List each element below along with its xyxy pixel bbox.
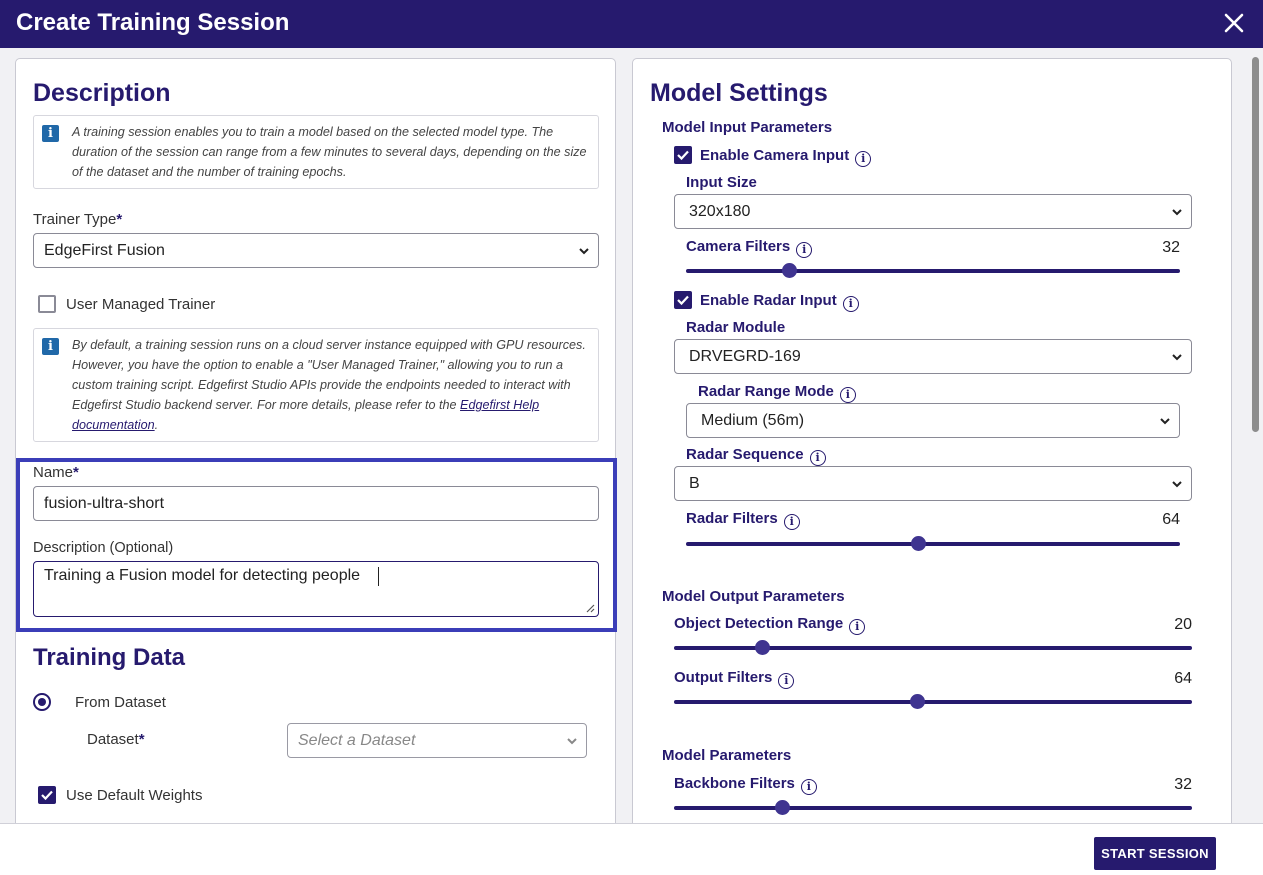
radar-filters-slider[interactable] bbox=[686, 542, 1180, 546]
enable-radar-checkbox[interactable] bbox=[674, 291, 692, 309]
slider-track bbox=[686, 269, 1180, 273]
radar-range-label: Radar Range Mode i bbox=[698, 383, 856, 403]
camera-filters-value: 32 bbox=[1162, 239, 1180, 256]
radar-module-value: DRVEGRD-169 bbox=[689, 347, 801, 365]
focus-highlight bbox=[16, 458, 617, 632]
enable-camera-label: Enable Camera Input i bbox=[700, 147, 871, 167]
info-circle-icon[interactable]: i bbox=[843, 296, 859, 312]
output-filters-slider[interactable] bbox=[674, 700, 1192, 704]
slider-thumb[interactable] bbox=[782, 263, 797, 278]
session-info-box bbox=[33, 115, 599, 189]
trainer-info-text: By default, a training session runs on a cloud server instance equipped with GPU resources. However, you have the option to enable a "User Managed Trainer," allowing you to run a custom training script. Edgefirst Studio APIs provide the endpoints needed to interact with Edgefirst Studio backend server. For more details, please refer to the Edgefirst Help documentation. bbox=[72, 338, 586, 432]
description-value: Training a Fusion model for detecting people bbox=[44, 567, 361, 584]
info-icon: i bbox=[42, 338, 59, 355]
from-dataset-label: From Dataset bbox=[75, 694, 166, 711]
model-settings-panel bbox=[632, 58, 1232, 823]
dialog-body bbox=[0, 48, 1263, 823]
dataset-label: Dataset* bbox=[87, 731, 145, 748]
checkmark-icon bbox=[674, 146, 692, 164]
checkmark-icon bbox=[674, 291, 692, 309]
odr-slider[interactable] bbox=[674, 646, 1192, 650]
info-circle-icon[interactable]: i bbox=[801, 779, 817, 795]
radar-sequence-select[interactable] bbox=[674, 466, 1192, 501]
name-label: Name* bbox=[33, 464, 79, 481]
slider-track bbox=[686, 542, 1180, 546]
camera-filters-label: Camera Filters i bbox=[686, 238, 812, 258]
scrollbar-thumb[interactable] bbox=[1252, 57, 1259, 432]
info-circle-icon[interactable]: i bbox=[849, 619, 865, 635]
input-size-select[interactable] bbox=[674, 194, 1192, 229]
description-panel bbox=[15, 58, 616, 823]
slider-track bbox=[674, 806, 1192, 810]
trainer-type-value: EdgeFirst Fusion bbox=[44, 241, 165, 259]
user-managed-checkbox[interactable] bbox=[38, 295, 56, 313]
radar-range-value: Medium (56m) bbox=[701, 411, 805, 429]
chevron-down-icon bbox=[566, 736, 578, 746]
camera-filters-slider[interactable] bbox=[686, 269, 1180, 273]
radar-sequence-value: B bbox=[689, 474, 700, 492]
backbone-filters-value: 32 bbox=[1174, 776, 1192, 793]
odr-label: Object Detection Range i bbox=[674, 615, 865, 635]
backbone-filters-label: Backbone Filters i bbox=[674, 775, 817, 795]
trainer-type-select[interactable] bbox=[33, 233, 599, 268]
chevron-down-icon bbox=[578, 246, 590, 256]
trainer-type-label: Trainer Type* bbox=[33, 211, 123, 228]
dialog-header bbox=[0, 0, 1263, 48]
from-dataset-radio[interactable] bbox=[33, 693, 51, 711]
help-docs-link[interactable]: Edgefirst Help documentation bbox=[72, 398, 540, 432]
info-circle-icon[interactable]: i bbox=[796, 242, 812, 258]
radar-range-select[interactable] bbox=[686, 403, 1180, 438]
output-filters-value: 64 bbox=[1174, 670, 1192, 687]
start-session-button[interactable]: START SESSION bbox=[1094, 837, 1216, 870]
dataset-placeholder: Select a Dataset bbox=[298, 731, 416, 749]
dialog-footer bbox=[0, 823, 1263, 875]
chevron-down-icon bbox=[1171, 352, 1183, 362]
info-icon: i bbox=[42, 125, 59, 142]
close-icon[interactable] bbox=[1222, 10, 1246, 36]
default-weights-label: Use Default Weights bbox=[66, 787, 203, 804]
input-size-value: 320x180 bbox=[689, 202, 751, 220]
output-filters-label: Output Filters i bbox=[674, 669, 794, 689]
radar-filters-value: 64 bbox=[1162, 511, 1180, 528]
dialog-title: Create Training Session bbox=[16, 9, 290, 36]
chevron-down-icon bbox=[1171, 479, 1183, 489]
info-circle-icon[interactable]: i bbox=[778, 673, 794, 689]
training-data-heading: Training Data bbox=[33, 644, 186, 671]
odr-value: 20 bbox=[1174, 616, 1192, 633]
default-weights-checkbox[interactable] bbox=[38, 786, 56, 804]
slider-track bbox=[674, 646, 1192, 650]
trainer-info-box bbox=[33, 328, 599, 442]
info-circle-icon[interactable]: i bbox=[855, 151, 871, 167]
chevron-down-icon bbox=[1159, 416, 1171, 426]
description-heading: Description bbox=[33, 79, 171, 107]
slider-thumb[interactable] bbox=[755, 640, 770, 655]
info-circle-icon[interactable]: i bbox=[784, 514, 800, 530]
chevron-down-icon bbox=[1171, 207, 1183, 217]
description-optional-label: Description (Optional) bbox=[33, 540, 174, 556]
model-params-heading: Model Parameters bbox=[662, 747, 792, 764]
slider-thumb[interactable] bbox=[910, 694, 925, 709]
radar-module-label: Radar Module bbox=[686, 319, 786, 336]
backbone-filters-slider[interactable] bbox=[674, 806, 1192, 810]
radar-filters-label: Radar Filters i bbox=[686, 510, 800, 530]
model-settings-heading: Model Settings bbox=[650, 79, 828, 107]
slider-thumb[interactable] bbox=[911, 536, 926, 551]
enable-radar-label: Enable Radar Input i bbox=[700, 292, 859, 312]
input-params-heading: Model Input Parameters bbox=[662, 119, 833, 136]
session-info-text: A training session enables you to train a model based on the selected model type. The duration of the session can range from a few minutes to several days, depending on the size of the dataset and the number of training epochs. bbox=[72, 125, 587, 179]
output-params-heading: Model Output Parameters bbox=[662, 588, 845, 605]
user-managed-label: User Managed Trainer bbox=[66, 296, 216, 313]
info-circle-icon[interactable]: i bbox=[840, 387, 856, 403]
checkmark-icon bbox=[38, 786, 56, 804]
slider-thumb[interactable] bbox=[775, 800, 790, 815]
radar-sequence-label: Radar Sequence i bbox=[686, 446, 826, 466]
dataset-select[interactable] bbox=[287, 723, 587, 758]
radar-module-select[interactable] bbox=[674, 339, 1192, 374]
input-size-label: Input Size bbox=[686, 174, 757, 191]
name-value: fusion-ultra-short bbox=[44, 494, 165, 512]
slider-track bbox=[674, 700, 1192, 704]
info-circle-icon[interactable]: i bbox=[810, 450, 826, 466]
enable-camera-checkbox[interactable] bbox=[674, 146, 692, 164]
